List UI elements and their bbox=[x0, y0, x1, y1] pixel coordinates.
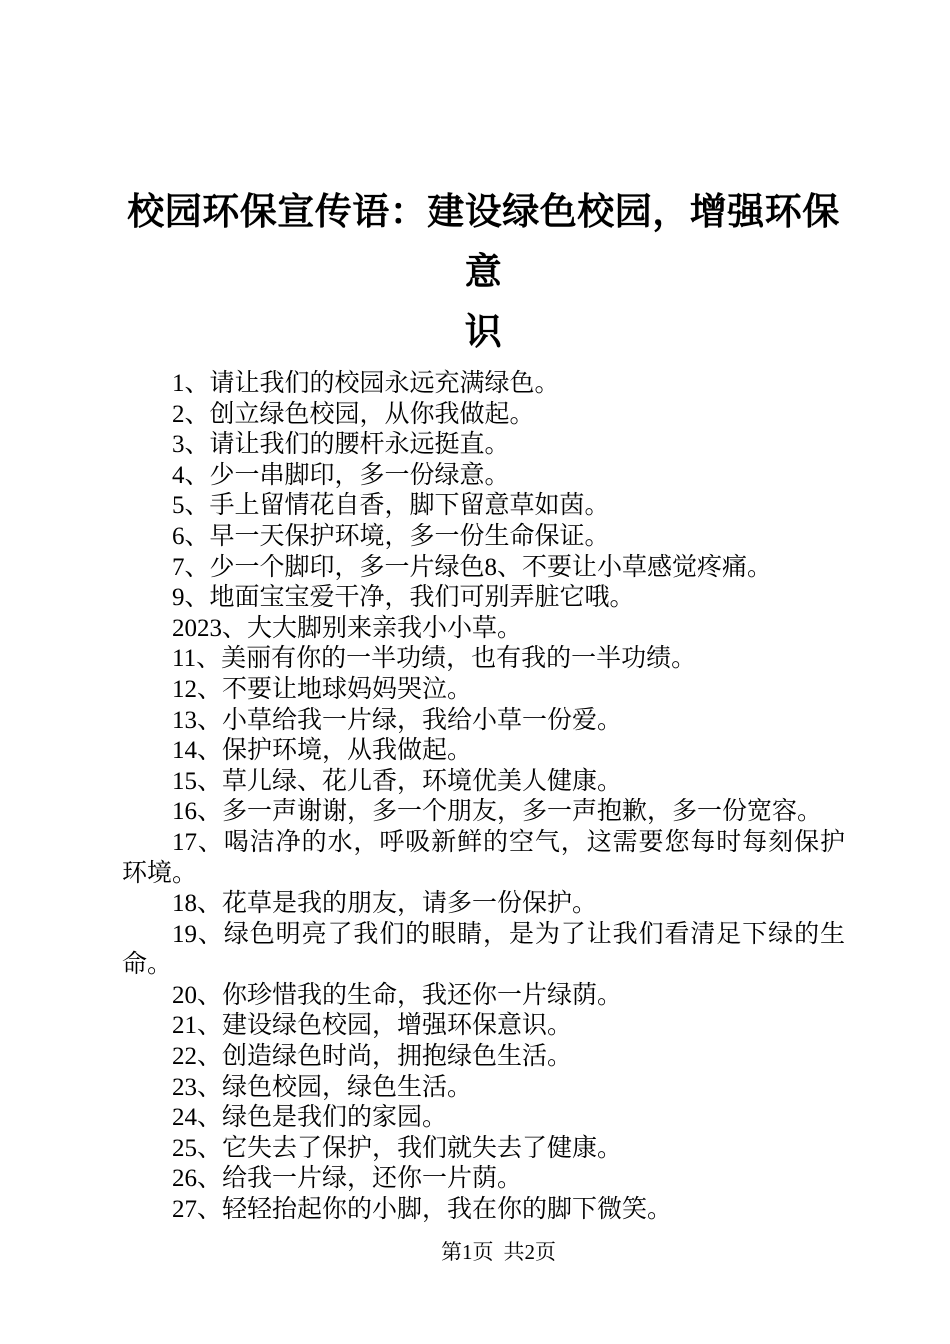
list-item: 6、早一天保护环境，多一份生命保证。 bbox=[172, 522, 610, 550]
list-item: 18、花草是我的朋友，请多一份保护。 bbox=[172, 890, 598, 918]
page-number: 第1页 bbox=[441, 1240, 494, 1264]
list-item: 4、少一串脚印，多一份绿意。 bbox=[172, 461, 510, 489]
list-item: 20、你珍惜我的生命，我还你一片绿荫。 bbox=[172, 981, 623, 1009]
list-item: 3、请让我们的腰杆永远挺直。 bbox=[172, 431, 510, 459]
list-item: 27、轻轻抬起你的小脚，我在你的脚下微笑。 bbox=[172, 1196, 673, 1224]
list-item: 9、地面宝宝爱干净，我们可别弄脏它哦。 bbox=[172, 584, 635, 612]
list-item: 22、创造绿色时尚，拥抱绿色生活。 bbox=[172, 1043, 573, 1071]
list-item: 15、草儿绿、花儿香，环境优美人健康。 bbox=[172, 767, 623, 795]
title-line-2: 识 bbox=[464, 312, 503, 353]
list-item: 19、绿色明亮了我们的眼睛，是为了让我们看清足下绿的生命。 bbox=[122, 920, 845, 979]
list-item: 11、美丽有你的一半功绩，也有我的一半功绩。 bbox=[172, 645, 697, 673]
list-item: 5、手上留情花自香，脚下留意草如茵。 bbox=[172, 492, 610, 520]
list-item: 2、创立绿色校园，从你我做起。 bbox=[172, 400, 535, 428]
list-item: 2023、大大脚别来亲我小小草。 bbox=[172, 614, 523, 642]
list-item: 13、小草给我一片绿，我给小草一份爱。 bbox=[172, 706, 623, 734]
title-line-1: 校园环保宣传语：建设绿色校园，增强环保意 bbox=[127, 192, 840, 293]
page-footer bbox=[441, 1240, 556, 1264]
list-item: 26、给我一片绿，还你一片荫。 bbox=[172, 1165, 523, 1193]
list-item: 14、保护环境，从我做起。 bbox=[172, 737, 473, 765]
slogan-list bbox=[122, 369, 845, 1226]
list-item: 1、请让我们的校园永远充满绿色。 bbox=[172, 370, 560, 397]
list-item: 12、不要让地球妈妈哭泣。 bbox=[172, 675, 473, 703]
list-item: 17、喝洁净的水，呼吸新鲜的空气，这需要您每时每刻保护环境。 bbox=[122, 828, 845, 887]
list-item: 7、少一个脚印，多一片绿色8、不要让小草感觉疼痛。 bbox=[172, 553, 773, 581]
document-title bbox=[122, 183, 845, 363]
list-item: 21、建设绿色校园，增强环保意识。 bbox=[172, 1012, 573, 1040]
page-count: 共2页 bbox=[503, 1240, 556, 1264]
list-item: 23、绿色校园，绿色生活。 bbox=[172, 1073, 473, 1101]
list-item: 24、绿色是我们的家园。 bbox=[172, 1104, 448, 1132]
list-item: 25、它失去了保护，我们就失去了健康。 bbox=[172, 1134, 623, 1162]
list-item: 16、多一声谢谢，多一个朋友，多一声抱歉，多一份宽容。 bbox=[172, 798, 823, 826]
